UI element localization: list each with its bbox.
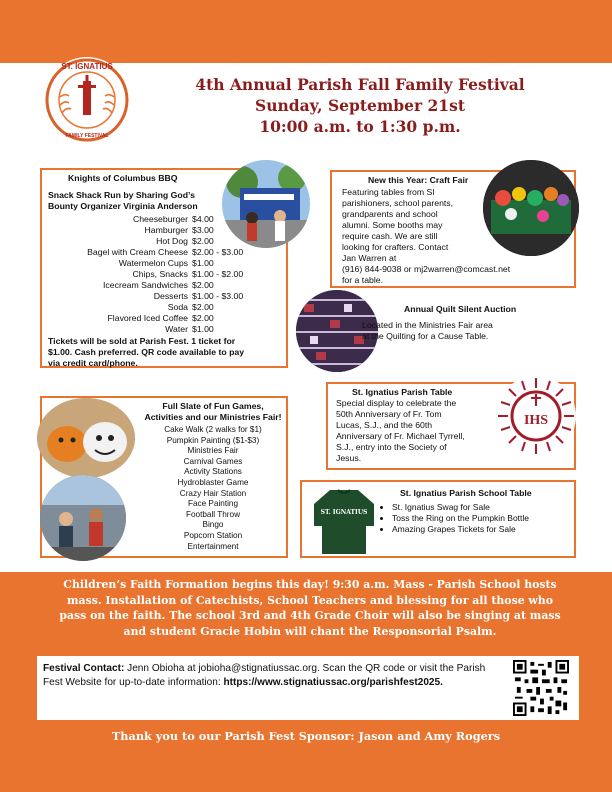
menu-row: [42, 247, 286, 258]
craft-line: require cash. We are still: [342, 231, 438, 241]
tickets-line: $1.00. Cash preferred. QR code available to pay: [48, 347, 245, 357]
menu-row: [42, 258, 286, 269]
menu-item-price: $3.00: [192, 225, 214, 235]
games-item: Pumpkin Painting ($1-$3): [166, 435, 260, 445]
games-item: Popcorn Station: [183, 530, 243, 540]
menu-item-name: Bagel with Cream Cheese: [87, 247, 188, 257]
games-item: Crazy Hair Station: [179, 488, 247, 498]
quilt-title: Annual Quilt Silent Auction: [404, 304, 517, 314]
menu-item-price: $1.00: [192, 324, 214, 334]
title-date: Sunday, September 21st: [255, 96, 465, 115]
menu-item-price: $2.00 - $3.00: [192, 247, 244, 257]
top-orange-band: [0, 0, 612, 63]
menu-item-price: $2.00: [192, 302, 214, 312]
parish-table-description: [336, 398, 465, 464]
menu-item-price: $1.00 - $3.00: [192, 291, 244, 301]
games-list: [138, 425, 288, 552]
sponsor-text: Thank you to our Parish Fest Sponsor: Jason and Amy Rogers: [111, 729, 501, 743]
parish-table-line: Anniversary of Fr. Michael Tyrrell,: [336, 431, 465, 441]
contact-text: [43, 662, 503, 690]
menu-item-price: $4.00: [192, 214, 214, 224]
quilt-line: Located in the Ministries Fair area: [362, 320, 493, 330]
menu-row: [42, 313, 286, 324]
menu-row: [42, 269, 286, 280]
parish-table-line: Jesus.: [336, 453, 362, 463]
school-table-title: St. Ignatius Parish School Table: [400, 488, 532, 498]
faith-line: mass. Installation of Catechists, School Teachers and blessing for all those who: [67, 593, 553, 607]
logo-text: ST. IGNATIUS: [61, 62, 113, 71]
games-item: Hydroblaster Game: [177, 477, 249, 487]
school-table-item: • Amazing Grapes Tickets for Sale: [392, 524, 562, 535]
games-item: Ministries Fair: [187, 446, 239, 456]
games-title-line: Full Slate of Fun Games,: [162, 401, 264, 411]
parish-table-line: Lucas, S.J., and the 60th: [336, 420, 433, 430]
games-title-line: Activities and our Ministries Fair!: [144, 412, 282, 422]
tickets-line: via credit card/phone.: [48, 358, 138, 368]
craft-line: grandparents and school: [342, 209, 438, 219]
menu-item-name: Watermelon Cups: [118, 258, 188, 268]
bbq-title: Knights of Columbus BBQ: [68, 173, 178, 183]
faith-line: Children’s Faith Formation begins this day! 9:30 a.m. Mass - Parish School hosts: [63, 578, 557, 591]
menu-row: [42, 280, 286, 291]
logo-subtext: FAMILY FESTIVAL: [65, 133, 109, 139]
menu-item-name: Hamburger: [144, 225, 188, 235]
quilt-line: at the Quilting for a Cause Table.: [362, 331, 489, 341]
title-time: 10:00 a.m. to 1:30 p.m.: [259, 117, 461, 136]
bbq-tickets: [48, 336, 244, 369]
faith-line: pass on the faith. The school 3rd and 4th Grade Choir will also be singing at mass: [59, 609, 561, 622]
seal-text: IHS: [523, 413, 549, 428]
school-table-list: [370, 502, 562, 535]
menu-item-name: Cheeseburger: [132, 214, 188, 224]
menu-row: [42, 324, 286, 335]
menu-item-price: $1.00 - $2.00: [192, 269, 244, 279]
menu-item-price: $2.00: [192, 280, 214, 290]
craft-line: Featuring tables from SI: [342, 187, 435, 197]
contact-body: Jenn Obioha at jobioha@stignatiussac.org. Scan the QR code or visit the Parish Fest Website for up-to-date information:: [43, 663, 486, 688]
festival-title: [150, 74, 570, 137]
bbq-subtitle-2: Bounty Organizer Virginia Anderson: [48, 201, 198, 211]
menu-row: [42, 291, 286, 302]
tickets-line: Tickets will be sold at Parish Fest. 1 ticket for: [48, 336, 236, 346]
qr-code[interactable]: [513, 660, 569, 716]
bbq-subtitle-1: Snack Shack Run by Sharing God’s: [48, 190, 195, 200]
title-line-1: 4th Annual Parish Fall Family Festival: [195, 75, 525, 94]
menu-item-price: $1.00: [192, 258, 214, 268]
menu-item-name: Hot Dog: [156, 236, 188, 246]
school-table-item: • St. Ignatius Swag for Sale: [392, 502, 562, 513]
festival-logo: [42, 55, 132, 145]
parish-table-line: 50th Anniversary of Fr. Tom: [336, 409, 442, 419]
games-item: Carnival Games: [183, 456, 243, 466]
parish-table-line: S.J., entry into the Society of: [336, 442, 447, 452]
menu-item-price: $2.00: [192, 313, 214, 323]
ihs-seal: [494, 374, 578, 458]
games-item: Entertainment: [187, 541, 239, 551]
craft-line: looking for crafters. Contact: [342, 242, 449, 252]
bbq-photo: [222, 160, 310, 248]
quilt-description: [362, 320, 493, 342]
craft-line: alumni. Some booths may: [342, 220, 443, 230]
faith-line: and student Gracie Hobin will chant the Responsorial Psalm.: [123, 624, 497, 638]
sweatshirt-image: [308, 484, 380, 556]
contact-label: Festival Contact:: [43, 663, 125, 674]
menu-item-name: Desserts: [153, 291, 188, 301]
games-title: [138, 401, 288, 423]
craft-title: New this Year: Craft Fair: [368, 175, 469, 185]
parish-table-line: Special display to celebrate the: [336, 398, 457, 408]
festival-website-link[interactable]: https://www.stignatiussac.org/parishfest2025.: [223, 676, 443, 688]
craft-line: (916) 844-9038 or mj2warren@comcast.net: [342, 264, 511, 274]
menu-row: [42, 302, 286, 313]
menu-item-price: $2.00: [192, 236, 214, 246]
faith-formation-text: [40, 577, 580, 639]
craft-photo: [483, 160, 579, 256]
shirt-text: ST. IGNATIUS: [320, 509, 368, 516]
craft-line: Jan Warren at: [342, 253, 397, 263]
games-photo: [40, 475, 126, 561]
festival-contact: [37, 656, 579, 720]
menu-item-name: Water: [165, 324, 188, 334]
menu-item-name: Icecream Sandwiches: [103, 280, 188, 290]
games-item: Activity Stations: [184, 467, 242, 477]
craft-line: parishioners, school parents,: [342, 198, 454, 208]
craft-line: for a table.: [342, 275, 384, 285]
games-item: Football Throw: [185, 509, 240, 519]
games-item: Bingo: [202, 520, 224, 530]
parish-table-title: St. Ignatius Parish Table: [352, 387, 453, 397]
school-table-item: • Toss the Ring on the Pumpkin Bottle: [392, 513, 562, 524]
pumpkin-photo: [37, 398, 135, 478]
menu-item-name: Soda: [167, 302, 188, 312]
menu-item-name: Flavored Iced Coffee: [107, 313, 188, 323]
games-item: Cake Walk (2 walks for $1): [164, 425, 262, 434]
games-item: Face Painting: [187, 499, 239, 509]
menu-item-name: Chips, Snacks: [132, 269, 188, 279]
